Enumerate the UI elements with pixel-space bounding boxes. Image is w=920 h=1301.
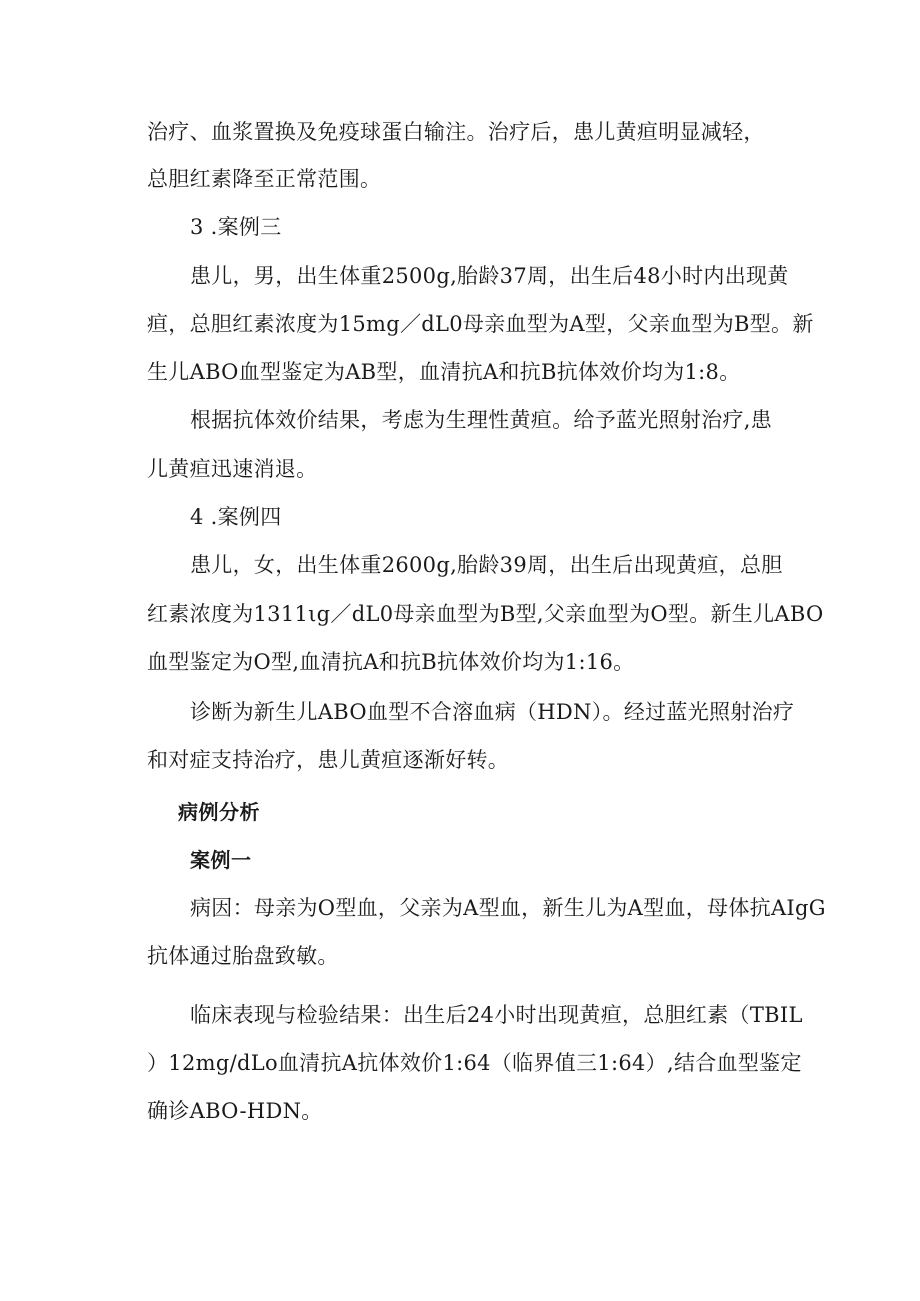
subsection-heading-case-one: 案例一	[190, 848, 252, 872]
paragraph-line: 患儿，男，出生体重2500g,胎龄37周，出生后48小时内出现黄	[190, 264, 789, 288]
paragraph-line: 红素浓度为1311ιg／dL0母亲血型为B型,父亲血型为O型。新生儿ABO	[147, 602, 824, 626]
paragraph-line: 确诊ABO-HDN。	[147, 1099, 323, 1123]
paragraph-line: ）12mg/dLo血清抗A抗体效价1:64（临界值三1:64）,结合血型鉴定	[147, 1051, 802, 1075]
paragraph-line: 治疗、血浆置换及免疫球蛋白输注。治疗后，患儿黄疸明显减轻，	[147, 120, 765, 144]
paragraph-line: 总胆红素降至正常范围。	[147, 167, 382, 191]
section-heading-case-four: 4 .案例四	[190, 505, 282, 529]
section-heading-case-analysis: 病例分析	[178, 800, 260, 824]
paragraph-line: 血型鉴定为O型,血清抗A和抗B抗体效价均为1:16。	[147, 650, 635, 674]
paragraph-line: 生儿ABO血型鉴定为AB型，血清抗A和抗B抗体效价均为1:8。	[147, 360, 741, 384]
paragraph-line: 抗体通过胎盘致敏。	[147, 944, 339, 968]
paragraph-line: 根据抗体效价结果，考虑为生理性黄疸。给予蓝光照射治疗,患	[190, 408, 773, 432]
paragraph-line: 病因：母亲为O型血，父亲为A型血，新生儿为A型血，母体抗AIgG	[190, 896, 826, 920]
section-heading-case-three: 3 .案例三	[190, 215, 282, 239]
paragraph-line: 临床表现与检验结果：出生后24小时出现黄疸，总胆红素（TBIL	[190, 1003, 803, 1027]
paragraph-line: 诊断为新生儿ABO血型不合溶血病（HDN）。经过蓝光照射治疗	[190, 700, 795, 724]
paragraph-line: 患儿，女，出生体重2600g,胎龄39周，出生后出现黄疸，总胆	[190, 553, 783, 577]
paragraph-line: 儿黄疸迅速消退。	[147, 457, 318, 481]
paragraph-line: 和对症支持治疗，患儿黄疸逐渐好转。	[147, 748, 510, 772]
paragraph-line: 疸，总胆红素浓度为15mg／dL0母亲血型为A型，父亲血型为B型。新	[147, 312, 814, 336]
